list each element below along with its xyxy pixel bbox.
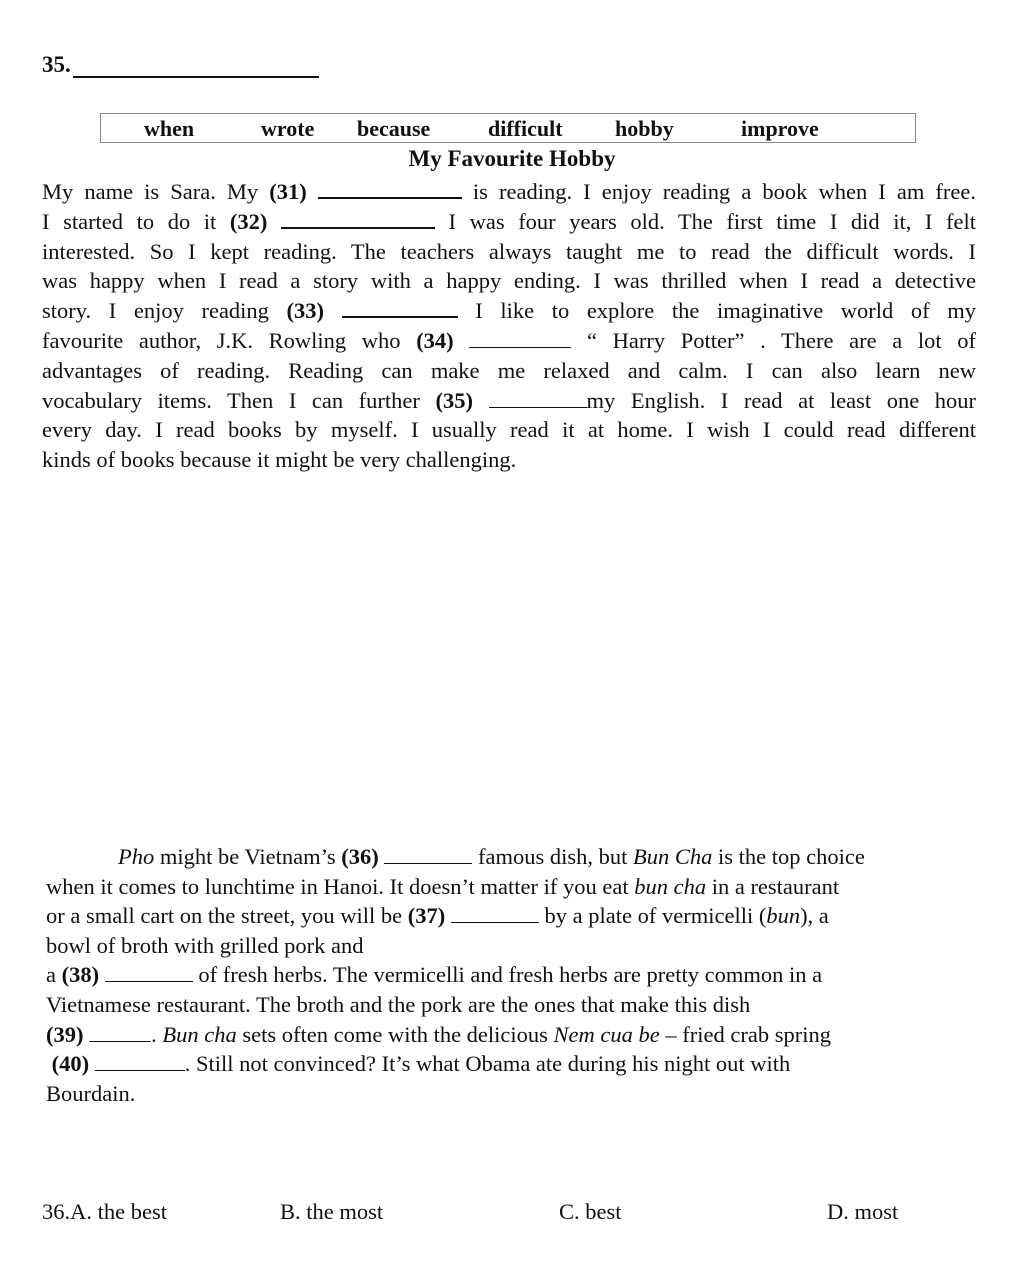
blank-37[interactable]	[451, 904, 539, 923]
word-box-item: difficult	[488, 116, 563, 141]
passage-1-line: story. I enjoy reading (33) I like to explore the imaginative world of my	[42, 298, 977, 324]
blank-38[interactable]	[105, 963, 193, 982]
blank-33[interactable]	[342, 298, 458, 318]
passage-2-line: Vietnamese restaurant. The broth and the pork are the ones that make this dish	[46, 991, 751, 1017]
passage-2-line: Pho might be Vietnam’s (36) famous dish, but Bun Cha is the top choice	[118, 844, 865, 869]
blank-number-39: (39)	[46, 1021, 84, 1047]
passage-2	[46, 842, 976, 1108]
word-box-item: wrote	[261, 116, 315, 141]
passage-1-line: vocabulary items. Then I can further (35) my English. I read at least one hour	[42, 387, 976, 413]
passage-2-line: bowl of broth with grilled pork and	[46, 932, 364, 958]
passage-2-line: Bourdain.	[46, 1080, 136, 1106]
blank-40[interactable]	[95, 1052, 185, 1071]
passage-1-line: every day. I read books by myself. I usually read it at home. I wish I could read different	[42, 417, 976, 443]
passage-1-line: interested. So I kept reading. The teachers always taught me to read the difficult words. I	[42, 238, 976, 264]
question-35-heading	[42, 52, 319, 78]
option-36-c[interactable]: C. best	[559, 1199, 622, 1224]
option-36-d[interactable]: D. most	[827, 1199, 899, 1224]
passage-1-line: advantages of reading. Reading can make me relaxed and calm. I can also learn new	[42, 357, 976, 383]
blank-39[interactable]	[89, 1023, 151, 1042]
word-box	[100, 113, 916, 143]
word-box-item: when	[144, 116, 195, 141]
passage-1-line: favourite author, J.K. Rowling who (34) “ Harry Potter” . There are a lot of	[42, 327, 976, 353]
blank-34[interactable]	[469, 329, 571, 348]
passage-1	[42, 177, 976, 475]
blank-35[interactable]	[489, 389, 587, 408]
word-box-item: improve	[741, 116, 819, 141]
word-box-item: because	[357, 116, 431, 141]
passage-title: My Favourite Hobby	[408, 146, 616, 171]
passage-1-line: kinds of books because it might be very challenging.	[42, 447, 517, 473]
option-36-a[interactable]: 36.A. the best	[42, 1199, 167, 1224]
blank-number-34: (34)	[416, 327, 454, 353]
blank-number-31: (31)	[269, 179, 307, 204]
question-35-label: 35.	[42, 52, 71, 77]
blank-number-37: (37)	[407, 903, 446, 929]
blank-32[interactable]	[281, 209, 435, 229]
answer-blank-35[interactable]	[73, 54, 319, 78]
option-36-b[interactable]: B. the most	[280, 1199, 384, 1224]
passage-2-line: (40) . Still not convinced? It’s what Obama ate during his night out with	[51, 1051, 791, 1077]
passage-2-line: a (38) of fresh herbs. The vermicelli and fresh herbs are pretty common in a	[46, 962, 823, 988]
passage-2-line: or a small cart on the street, you will be (37) by a plate of vermicelli (bun), a	[46, 903, 829, 929]
passage-1-line: was happy when I read a story with a happy ending. I was thrilled when I read a detective	[42, 268, 976, 294]
blank-number-40: (40)	[51, 1051, 90, 1077]
blank-number-32: (32)	[229, 208, 268, 234]
word-box-item: hobby	[615, 116, 674, 141]
blank-number-35: (35)	[435, 387, 473, 413]
blank-number-33: (33)	[286, 298, 325, 324]
blank-number-36: (36)	[341, 844, 379, 869]
passage-2-line: when it comes to lunchtime in Hanoi. It doesn’t matter if you eat bun cha in a restaurant	[46, 873, 840, 899]
blank-36[interactable]	[384, 845, 472, 864]
blank-31[interactable]	[318, 179, 462, 199]
passage-1-line: My name is Sara. My (31) is reading. I enjoy reading a book when I am free.	[42, 179, 976, 204]
blank-number-38: (38)	[61, 962, 100, 988]
passage-1-line: I started to do it (32) I was four years old. The first time I did it, I felt	[42, 208, 976, 234]
passage-2-line: (39) . Bun cha sets often come with the delicious Nem cua be – fried crab spring	[46, 1021, 831, 1047]
